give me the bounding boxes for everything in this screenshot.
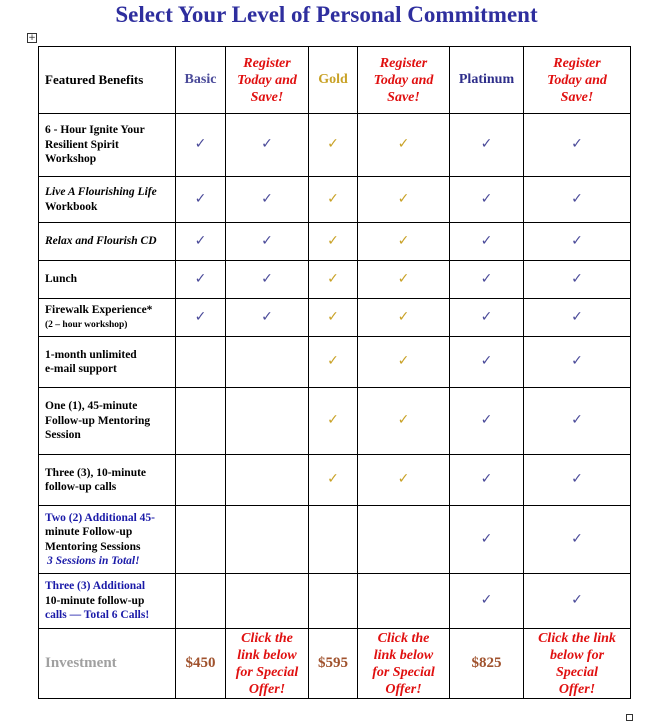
benefit-line: Workbook (45, 200, 98, 213)
checkmark-icon: ✓ (571, 190, 583, 207)
offer-line: link below (373, 647, 434, 663)
checkmark-icon: ✓ (194, 308, 207, 325)
checkmark-icon: ✓ (571, 412, 583, 429)
checkmark-icon: ✓ (571, 270, 583, 287)
commitment-table (38, 46, 631, 699)
benefit-row (39, 388, 631, 455)
checkmark-icon: ✓ (194, 190, 207, 207)
offer-line: below for (549, 647, 605, 663)
investment-row (39, 629, 631, 699)
register-line: Register (379, 55, 428, 71)
checkmark-icon: ✓ (194, 232, 207, 249)
offer-line: link below (237, 647, 297, 663)
offer-line: Offer! (385, 681, 422, 697)
benefit-line: Firewalk Experience* (45, 304, 153, 316)
checkmark-icon: ✓ (327, 270, 339, 287)
special-offer-basic[interactable] (226, 629, 309, 699)
benefit-line: One (1), 45-minute (45, 400, 138, 413)
benefit-line: Three (3), 10-minute (45, 466, 147, 479)
checkmark-icon: ✓ (327, 308, 339, 325)
checkmark-icon: ✓ (327, 412, 339, 429)
benefit-line: Relax and Flourish CD (45, 235, 157, 248)
table-resize-handle-icon[interactable] (626, 714, 633, 721)
benefit-row (39, 261, 631, 299)
checkmark-icon: ✓ (194, 136, 207, 153)
benefit-line: Live A Flourishing Life (45, 186, 157, 198)
offer-line: Offer! (248, 681, 286, 697)
benefit-label (39, 261, 176, 299)
checkmark-icon: ✓ (397, 232, 410, 249)
offer-line: Special (556, 664, 598, 680)
checkmark-icon: ✓ (261, 190, 273, 207)
benefit-label (39, 574, 176, 629)
checkmark-icon: ✓ (571, 530, 583, 547)
benefit-row (39, 223, 631, 261)
table-move-handle-icon[interactable]: + (28, 33, 36, 43)
register-line: Today and (237, 72, 297, 88)
investment-label: Investment (39, 629, 176, 699)
benefit-line: Resilient Spirit (45, 138, 119, 151)
checkmark-icon: ✓ (194, 270, 207, 287)
benefit-line: Three (3) Additional (45, 580, 146, 593)
register-line: Save! (250, 89, 284, 105)
benefit-line: Two (2) Additional 45- (45, 511, 156, 524)
checkmark-icon: ✓ (327, 136, 339, 153)
checkmark-icon: ✓ (261, 308, 273, 325)
special-offer-platinum[interactable] (524, 629, 631, 699)
checkmark-icon: ✓ (571, 471, 583, 488)
benefit-label (39, 388, 176, 455)
benefit-line: minute Follow-up (45, 526, 133, 538)
checkmark-icon: ✓ (397, 471, 410, 488)
checkmark-icon: ✓ (480, 353, 493, 370)
benefit-line: calls — Total 6 Calls! (45, 609, 150, 622)
register-line: Register (243, 55, 291, 71)
checkmark-icon: ✓ (397, 270, 410, 287)
register-line: Register (553, 55, 601, 71)
checkmark-icon: ✓ (571, 353, 583, 370)
benefit-line: follow-up calls (45, 481, 117, 493)
header-basic: Basic (176, 47, 226, 114)
checkmark-icon: ✓ (261, 270, 273, 287)
platinum-price: $825 (450, 629, 524, 699)
benefit-line: e-mail support (45, 363, 117, 375)
benefit-label (39, 506, 176, 574)
register-line: Today and (547, 72, 607, 88)
benefit-row (39, 574, 631, 629)
register-line: Save! (560, 89, 594, 105)
benefit-label (39, 299, 176, 337)
register-line: Save! (387, 89, 420, 105)
offer-line: for Special (372, 664, 435, 680)
benefit-line: 6 - Hour Ignite Your (45, 124, 145, 137)
checkmark-icon: ✓ (480, 270, 493, 287)
benefit-line: Lunch (45, 273, 77, 286)
checkmark-icon: ✓ (327, 353, 339, 370)
offer-line: Click the link (538, 630, 616, 646)
benefit-line: 3 Sessions in Total! (47, 555, 140, 567)
checkmark-icon: ✓ (571, 592, 583, 609)
benefit-row (39, 337, 631, 388)
header-featured-benefits: Featured Benefits (39, 47, 176, 114)
benefit-row (39, 455, 631, 506)
page-title: Select Your Level of Personal Commitment (115, 2, 538, 27)
header-register-basic[interactable] (226, 47, 309, 114)
benefit-label (39, 455, 176, 506)
checkmark-icon: ✓ (261, 136, 273, 153)
header-platinum: Platinum (450, 47, 524, 114)
checkmark-icon: ✓ (261, 232, 273, 249)
offer-line: Click the (241, 630, 293, 646)
benefit-label (39, 114, 176, 177)
benefit-line: Session (45, 429, 81, 442)
checkmark-icon: ✓ (480, 412, 493, 429)
offer-line: for Special (235, 664, 299, 680)
offer-line: Click the (377, 630, 430, 646)
benefit-line: 1-month unlimited (45, 348, 137, 361)
checkmark-icon: ✓ (397, 136, 410, 153)
checkmark-icon: ✓ (327, 190, 339, 207)
checkmark-icon: ✓ (480, 232, 493, 249)
checkmark-icon: ✓ (480, 308, 493, 325)
header-row (39, 47, 631, 114)
benefit-line: Mentoring Sessions (45, 540, 141, 553)
checkmark-icon: ✓ (480, 136, 493, 153)
benefit-row (39, 506, 631, 574)
header-gold: Gold (309, 47, 358, 114)
benefit-line: 10-minute follow-up (45, 594, 145, 607)
checkmark-icon: ✓ (571, 308, 583, 325)
offer-line: Offer! (558, 681, 596, 697)
checkmark-icon: ✓ (480, 530, 493, 547)
basic-price: $450 (176, 629, 226, 699)
checkmark-icon: ✓ (480, 471, 493, 488)
checkmark-icon: ✓ (397, 190, 410, 207)
checkmark-icon: ✓ (571, 136, 583, 153)
checkmark-icon: ✓ (327, 471, 339, 488)
checkmark-icon: ✓ (397, 412, 410, 429)
benefit-line: (2 – hour workshop) (45, 319, 128, 330)
special-offer-gold[interactable] (358, 629, 450, 699)
benefit-label (39, 337, 176, 388)
checkmark-icon: ✓ (397, 353, 410, 370)
checkmark-icon: ✓ (327, 232, 339, 249)
benefit-label (39, 177, 176, 223)
checkmark-icon: ✓ (480, 190, 493, 207)
benefit-label (39, 223, 176, 261)
checkmark-icon: ✓ (480, 592, 493, 609)
checkmark-icon: ✓ (397, 308, 410, 325)
benefit-row (39, 114, 631, 177)
benefit-line: Workshop (45, 153, 97, 166)
benefit-line: Follow-up Mentoring (45, 414, 151, 427)
checkmark-icon: ✓ (571, 232, 583, 249)
gold-price: $595 (309, 629, 358, 699)
benefit-row (39, 299, 631, 337)
register-line: Today and (373, 72, 434, 88)
header-register-platinum[interactable] (524, 47, 631, 114)
header-register-gold[interactable] (358, 47, 450, 114)
benefit-row (39, 177, 631, 223)
